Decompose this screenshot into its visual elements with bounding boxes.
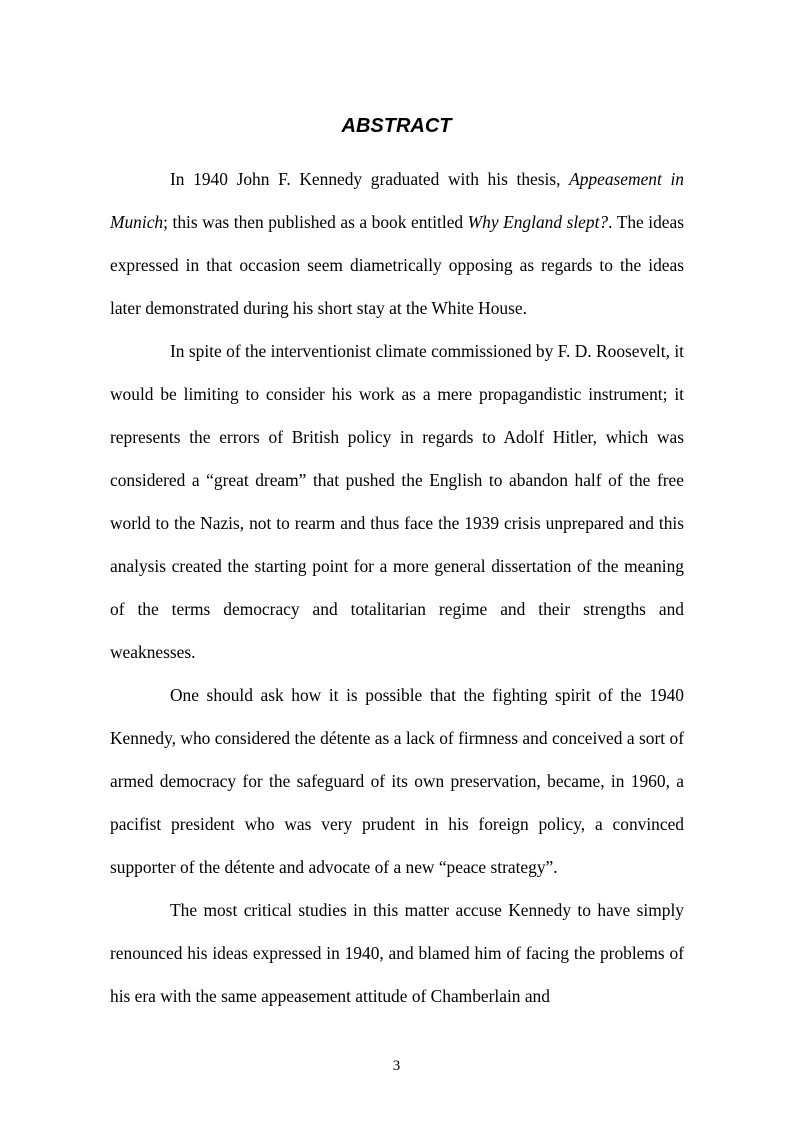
paragraph-1-text-c: ; this was then published as a book entitled — [163, 212, 468, 232]
paragraph-1 — [110, 158, 684, 330]
abstract-title: ABSTRACT — [341, 115, 452, 137]
paragraph-4: The most critical studies in this matter accuse Kennedy to have simply renounced his ideas expressed in 1940, and blamed him of facing the problems of his era with the same appeasement attitude of Chamberlain and — [110, 900, 684, 1006]
paragraph-2: In spite of the interventionist climate commissioned by F. D. Roosevelt, it would be limiting to consider his work as a mere propagandistic instrument; it represents the errors of British policy in regards to Adolf Hitler, which was considered a “great dream” that pushed the English to abandon half of the free world to the Nazis, not to rearm and thus face the 1939 crisis unprepared and this analysis created the starting point for a more general dissertation of the meaning of the terms democracy and totalitarian regime and their strengths and weaknesses. — [110, 341, 684, 662]
book-title: Why England slept? — [467, 212, 609, 232]
paragraph-1-text-a: In 1940 John F. Kennedy graduated with his thesis, — [170, 169, 570, 189]
page-number: 3 — [392, 1058, 401, 1074]
paragraph-1-text-e: . The ideas expressed in that occasion seem diametrically opposing as regards to the ideas later demonstrated during his short stay at the White House. — [110, 212, 685, 318]
thesis-title: Appeasement in Munich — [110, 169, 685, 232]
paragraph-3: One should ask how it is possible that the fighting spirit of the 1940 Kennedy, who considered the détente as a lack of firmness and conceived a sort of armed democracy for the safeguard of its own preservation, became, in 1960, a pacifist president who was very prudent in his foreign policy, a convinced supporter of the détente and advocate of a new “peace strategy”. — [110, 685, 684, 877]
